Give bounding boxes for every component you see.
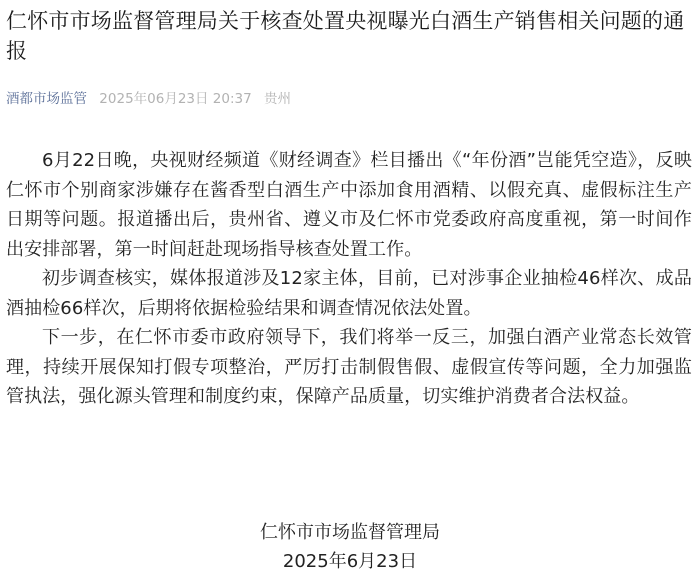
signature-organization: 仁怀市市场监督管理局	[260, 522, 440, 543]
paragraph-2: 初步调查核实，媒体报道涉及12家主体，目前，已对涉事企业抽检46样次、成品酒抽检66样次，后期将依据检验结果和调查情况依法处置。	[6, 268, 692, 319]
paragraph-3: 下一步，在仁怀市委市政府领导下，我们将举一反三，加强白酒产业常态长效管理，持续开展保知打假专项整治，严厉打击制假售假、虚假宣传等问题，全力加强监管执法，强化源头管理和制度约束，保障产品质量，切实维护消费者合法权益。	[6, 327, 692, 407]
article-title: 仁怀市市场监督管理局关于核查处置央视曝光白酒生产销售相关问题的通报	[6, 9, 685, 63]
publish-datetime: 2025年06月23日 20:37	[99, 91, 252, 107]
publish-location: 贵州	[264, 91, 292, 107]
article-body	[6, 146, 692, 412]
account-name-link[interactable]: 酒都市场监管	[6, 91, 87, 107]
paragraph-1: 6月22日晚，央视财经频道《财经调查》栏目播出《“年份酒”岂能凭空造》，反映仁怀市个别商家涉嫌存在酱香型白酒生产中添加食用酒精、以假充真、虚假标注生产日期等问题。报道播出后，贵州省、遵义市及仁怀市党委政府高度重视，第一时间作出安排部署，第一时间赶赴现场指导核查处置工作。	[6, 150, 692, 260]
signature-date: 2025年6月23日	[282, 551, 418, 572]
signature-block	[0, 518, 700, 576]
article-meta	[6, 90, 299, 108]
